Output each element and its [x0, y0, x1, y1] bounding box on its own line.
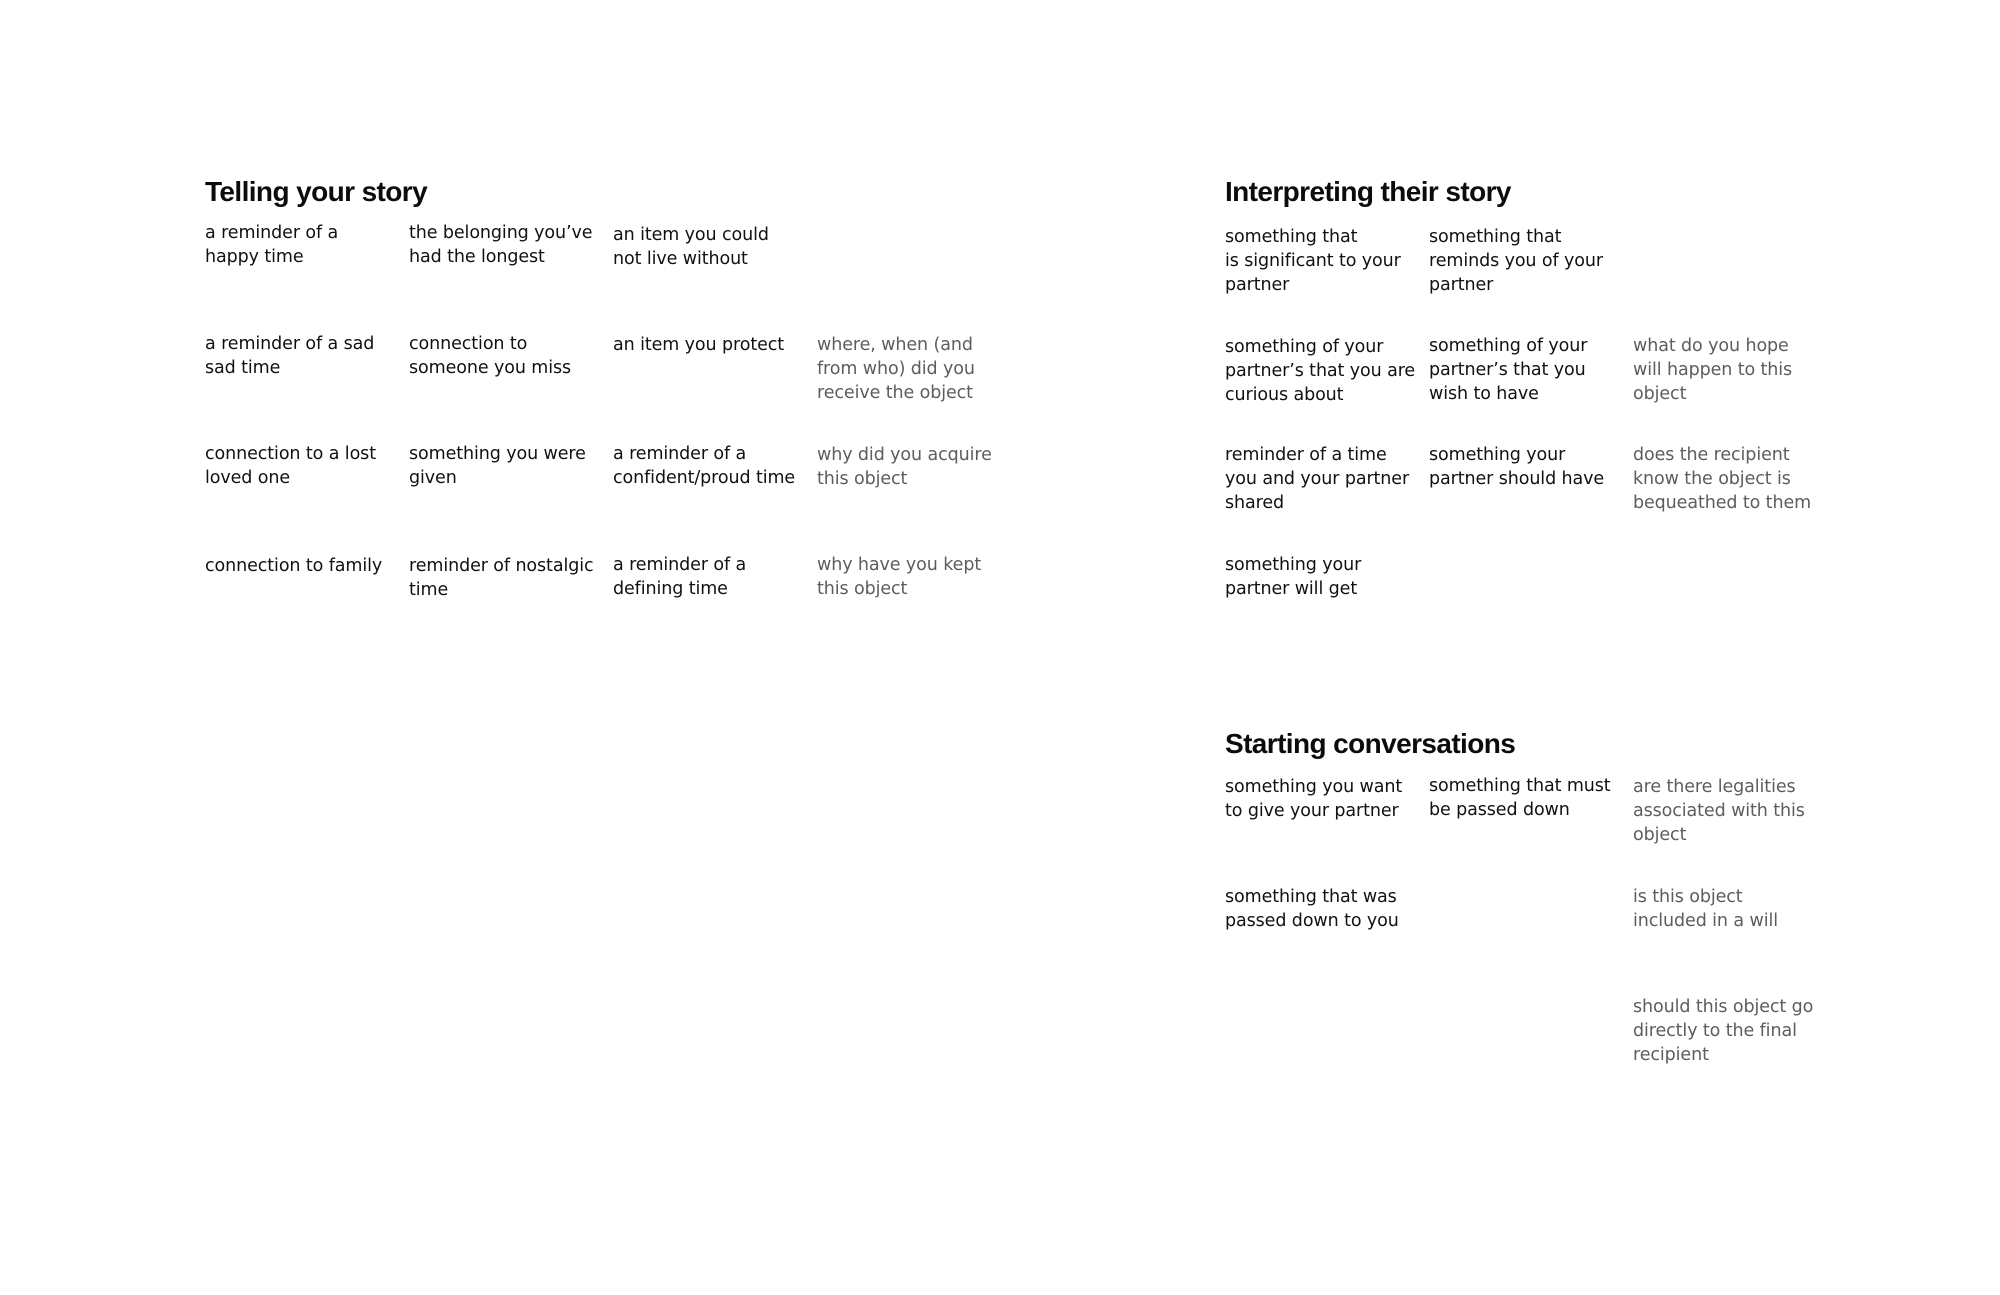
prompt-item: something you were given	[409, 444, 586, 488]
prompt-item: reminder of nostalgic time	[409, 556, 594, 600]
prompt-item: something of your partner’s that you wish to have	[1429, 336, 1588, 404]
prompt-item: something you want to give your partner	[1225, 777, 1403, 821]
question-item: why have you kept this object	[817, 555, 982, 599]
section-title: Telling your story	[205, 176, 428, 207]
question-item: does the recipient know the object is bequeathed to them	[1633, 445, 1812, 513]
prompt-item: something that was passed down to you	[1225, 887, 1399, 931]
section-title: Starting conversations	[1225, 728, 1516, 759]
prompt-item: something of your partner’s that you are curious about	[1225, 337, 1416, 405]
prompt-item: an item you protect	[613, 335, 785, 355]
prompt-item: an item you could not live without	[613, 225, 769, 269]
question-item: where, when (and from who) did you receive the object	[817, 335, 975, 403]
prompt-item: a reminder of a defining time	[613, 555, 747, 599]
question-item: are there legalities associated with this object	[1633, 777, 1805, 845]
prompt-item: something your partner will get	[1225, 555, 1362, 599]
question-item: should this object go directly to the final recipient	[1633, 997, 1814, 1065]
section-title: Interpreting their story	[1225, 176, 1511, 207]
prompt-item: connection to someone you miss	[409, 334, 572, 378]
prompt-item: reminder of a time you and your partner shared	[1225, 445, 1410, 513]
prompt-item: something that must be passed down	[1429, 776, 1611, 820]
prompt-item: a reminder of a sad sad time	[205, 334, 375, 378]
prompt-item: the belonging you’ve had the longest	[409, 223, 593, 267]
prompt-item: connection to a lost loved one	[205, 444, 376, 488]
prompt-item: something that is significant to your partner	[1225, 227, 1401, 295]
question-item: is this object included in a will	[1633, 887, 1778, 931]
prompt-item: a reminder of a happy time	[205, 223, 339, 267]
prompt-item: something your partner should have	[1429, 445, 1605, 489]
question-item: why did you acquire this object	[817, 445, 992, 489]
prompt-item: something that reminds you of your partner	[1429, 227, 1603, 295]
prompt-item: a reminder of a confident/proud time	[613, 444, 796, 488]
prompt-item: connection to family	[205, 556, 383, 576]
question-item: what do you hope will happen to this object	[1633, 336, 1793, 404]
